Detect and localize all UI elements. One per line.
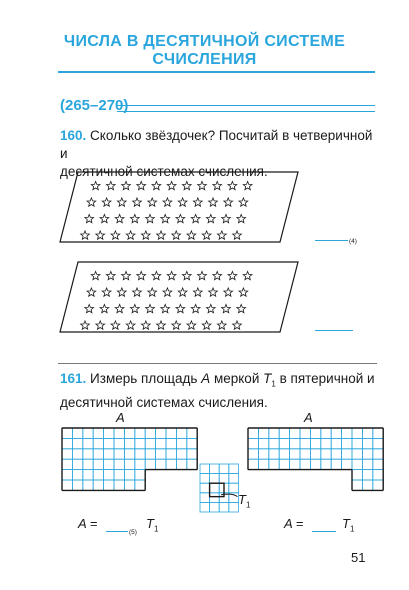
grid-cell — [342, 438, 352, 448]
star-icon — [198, 181, 207, 189]
star-icon — [217, 231, 226, 239]
star-icon — [81, 321, 90, 329]
star-icon — [146, 214, 155, 222]
star-icon — [222, 214, 231, 222]
star-icon — [122, 181, 131, 189]
grid-cell — [62, 428, 72, 438]
grid-cell — [352, 438, 362, 448]
task-161-unit: T — [263, 371, 272, 386]
grid-cell — [279, 449, 289, 459]
star-icon — [91, 271, 100, 279]
star-icon — [206, 304, 215, 312]
task-161-text — [60, 370, 380, 412]
star-icon — [106, 181, 115, 189]
grid-cell — [83, 438, 93, 448]
grid-cell — [200, 464, 210, 474]
task-divider — [58, 363, 377, 364]
figure-label-left: A — [116, 410, 125, 425]
grid-cell — [124, 428, 134, 438]
star-icon — [163, 198, 172, 206]
star-icon — [167, 271, 176, 279]
star-icon — [209, 288, 218, 296]
grid-cell — [331, 459, 341, 469]
grid-cell — [145, 459, 155, 469]
grid-cell — [258, 459, 268, 469]
grid-cell — [279, 428, 289, 438]
answer-line-right[interactable] — [312, 531, 336, 532]
grid-cell — [72, 438, 82, 448]
star-icon — [157, 321, 166, 329]
grid-cell — [290, 459, 300, 469]
grid-cell — [124, 449, 134, 459]
grid-cell — [135, 428, 145, 438]
star-icon — [191, 304, 200, 312]
task-161-line2: десятичной системах счисления. — [60, 394, 268, 410]
grid-cell — [72, 449, 82, 459]
task-161-unit-sub: 1 — [271, 379, 276, 389]
star-icon — [115, 214, 124, 222]
star-icon — [106, 271, 115, 279]
grid-cell — [352, 428, 362, 438]
star-icon — [163, 288, 172, 296]
grid-cell — [104, 449, 114, 459]
grid-cell — [104, 438, 114, 448]
star-icon — [96, 321, 105, 329]
grid-cell — [145, 428, 155, 438]
grid-cell — [145, 438, 155, 448]
star-icon — [176, 214, 185, 222]
grid-cell — [279, 438, 289, 448]
answer-line-left[interactable] — [106, 531, 128, 532]
star-icon — [182, 271, 191, 279]
star-icon — [96, 231, 105, 239]
star-icon — [85, 214, 94, 222]
star-icon — [111, 321, 120, 329]
star-icon — [239, 198, 248, 206]
star-icon — [81, 231, 90, 239]
star-icon — [228, 271, 237, 279]
grid-cell — [200, 493, 210, 503]
grid-cell — [176, 449, 186, 459]
grid-cell — [310, 428, 320, 438]
grid-cell — [362, 459, 372, 469]
star-icon — [217, 321, 226, 329]
grid-cell — [331, 428, 341, 438]
grid-cell — [321, 438, 331, 448]
grid-cell — [114, 459, 124, 469]
grid-cell — [373, 428, 383, 438]
grid-cell — [258, 438, 268, 448]
grid-cell — [156, 428, 166, 438]
star-icon — [146, 304, 155, 312]
star-icon — [233, 321, 242, 329]
grid-cell — [72, 470, 82, 480]
star-icon — [243, 181, 252, 189]
grid-cell — [135, 449, 145, 459]
star-icon — [111, 231, 120, 239]
grid-cell — [373, 470, 383, 480]
grid-cell — [83, 428, 93, 438]
star-icon — [115, 304, 124, 312]
grid-cell — [114, 470, 124, 480]
star-icon — [87, 288, 96, 296]
answer-right: A = — [284, 516, 304, 531]
star-icon — [161, 304, 170, 312]
grid-cell — [300, 459, 310, 469]
grid-cell — [229, 474, 239, 484]
grid-cell — [362, 480, 372, 490]
grid-cell — [362, 428, 372, 438]
grid-cell — [104, 459, 114, 469]
grid-cell — [290, 438, 300, 448]
star-icon — [161, 214, 170, 222]
grid-cell — [248, 459, 258, 469]
grid-cell — [104, 428, 114, 438]
grid-cell — [248, 449, 258, 459]
star-icon — [152, 271, 161, 279]
star-icon — [157, 231, 166, 239]
star-icon — [202, 321, 211, 329]
grid-cell — [373, 438, 383, 448]
grid-cell — [62, 459, 72, 469]
grid-cell — [210, 474, 220, 484]
grid-cell — [156, 459, 166, 469]
grid-cell — [321, 449, 331, 459]
star-icon — [222, 304, 231, 312]
grid-cell — [210, 464, 220, 474]
star-icon — [141, 231, 150, 239]
task-160-number: 160. — [60, 128, 87, 143]
grid-cell — [229, 464, 239, 474]
task-161-var: A — [201, 371, 211, 386]
grid-cell — [135, 470, 145, 480]
star-icon — [198, 271, 207, 279]
unit-label: $T_1$ — [238, 492, 251, 510]
grid-cell — [300, 438, 310, 448]
star-icon — [126, 321, 135, 329]
star-icon — [91, 181, 100, 189]
star-icon — [228, 181, 237, 189]
star-icon — [117, 198, 126, 206]
figure-label-right: A — [304, 410, 313, 425]
star-icon — [178, 198, 187, 206]
star-icon — [126, 231, 135, 239]
task-160-line1: Сколько звёздочек? Посчитай в четверичной и — [60, 128, 373, 161]
star-icon — [100, 304, 109, 312]
grid-cell — [310, 459, 320, 469]
grid-cell — [200, 502, 210, 512]
grid-cell — [300, 428, 310, 438]
grid-cell — [83, 449, 93, 459]
grid-cell — [166, 449, 176, 459]
area-figure-left — [62, 428, 197, 490]
star-icon — [117, 288, 126, 296]
grid-cell — [114, 428, 124, 438]
grid-cell — [258, 428, 268, 438]
star-parallelogram-top — [60, 172, 298, 242]
grid-cell — [176, 428, 186, 438]
task-160-line2: десятичной системах счисления. — [60, 164, 268, 179]
grid-cell — [258, 449, 268, 459]
star-icon — [206, 214, 215, 222]
grid-cell — [290, 449, 300, 459]
grid-cell — [62, 438, 72, 448]
grid-cell — [342, 428, 352, 438]
grid-cell — [373, 449, 383, 459]
star-icon — [193, 198, 202, 206]
grid-cell — [342, 459, 352, 469]
grid-cell — [176, 459, 186, 469]
grid-cell — [219, 464, 229, 474]
grid-cell — [187, 428, 197, 438]
star-icon — [130, 304, 139, 312]
star-icon — [233, 231, 242, 239]
grid-cell — [248, 438, 258, 448]
unit-measure-grid — [200, 464, 238, 512]
grid-cell — [93, 459, 103, 469]
star-icon — [237, 214, 246, 222]
star-icon — [87, 198, 96, 206]
star-icon — [122, 271, 131, 279]
star-icon — [187, 321, 196, 329]
grid-cell — [342, 449, 352, 459]
grid-cell — [114, 480, 124, 490]
star-icon — [172, 321, 181, 329]
star-icon — [224, 198, 233, 206]
grid-cell — [156, 449, 166, 459]
star-icon — [137, 181, 146, 189]
grid-cell — [373, 459, 383, 469]
grid-cell — [279, 459, 289, 469]
grid-cell — [93, 470, 103, 480]
grid-cell — [176, 438, 186, 448]
lesson-range: (265–270) — [60, 97, 129, 114]
grid-cell — [210, 502, 220, 512]
grid-cell — [93, 449, 103, 459]
star-icon — [152, 181, 161, 189]
grid-cell — [331, 449, 341, 459]
grid-cell — [300, 449, 310, 459]
grid-cell — [145, 449, 155, 459]
star-icon — [137, 271, 146, 279]
grid-cell — [352, 470, 362, 480]
grid-cell — [373, 480, 383, 490]
grid-cell — [114, 438, 124, 448]
star-icon — [102, 198, 111, 206]
grid-cell — [200, 483, 210, 493]
star-icon — [141, 321, 150, 329]
grid-cell — [187, 449, 197, 459]
grid-cell — [248, 428, 258, 438]
answer-right-unit: $T_1$ — [342, 516, 355, 534]
star-icon — [172, 231, 181, 239]
grid-cell — [124, 470, 134, 480]
grid-cell — [321, 459, 331, 469]
grid-cell — [166, 428, 176, 438]
star-icon — [239, 288, 248, 296]
answer-left: A = — [78, 516, 98, 531]
grid-cell — [229, 483, 239, 493]
grid-cell — [135, 459, 145, 469]
answer-line-base4[interactable] — [315, 240, 348, 241]
answer-line-base10[interactable] — [315, 330, 353, 331]
grid-cell — [187, 459, 197, 469]
grid-cell — [124, 438, 134, 448]
grid-cell — [93, 480, 103, 490]
star-icon — [213, 271, 222, 279]
grid-cell — [362, 449, 372, 459]
star-icon — [182, 181, 191, 189]
grid-cell — [72, 459, 82, 469]
grid-cell — [135, 480, 145, 490]
star-icon — [209, 198, 218, 206]
grid-cell — [62, 480, 72, 490]
grid-cell — [156, 438, 166, 448]
grid-cell — [93, 438, 103, 448]
star-icon — [213, 181, 222, 189]
grid-cell — [166, 438, 176, 448]
grid-cell — [104, 480, 114, 490]
grid-cell — [352, 459, 362, 469]
grid-cell — [93, 428, 103, 438]
star-icon — [148, 288, 157, 296]
base4-label: (4) — [349, 238, 357, 245]
star-icon — [102, 288, 111, 296]
grid-cell — [229, 502, 239, 512]
grid-cell — [104, 470, 114, 480]
grid-cell — [290, 428, 300, 438]
page-number: 51 — [351, 550, 366, 565]
answer-left-base: (5) — [129, 529, 137, 536]
grid-cell — [83, 459, 93, 469]
grid-cell — [362, 470, 372, 480]
grid-cell — [310, 438, 320, 448]
grid-cell — [352, 449, 362, 459]
grid-cell — [166, 459, 176, 469]
star-icon — [193, 288, 202, 296]
grid-cell — [219, 502, 229, 512]
star-icon — [130, 214, 139, 222]
section-title-line2: СЧИСЛЕНИЯ — [152, 51, 257, 68]
star-icon — [178, 288, 187, 296]
grid-cell — [187, 438, 197, 448]
grid-cell — [200, 474, 210, 484]
grid-cell — [210, 483, 220, 493]
section-title-line1: ЧИСЛА В ДЕСЯТИЧНОЙ СИСТЕМЕ — [63, 33, 346, 50]
star-icon — [133, 288, 142, 296]
answer-left-unit: $T_1$ — [146, 516, 159, 534]
grid-cell — [72, 480, 82, 490]
grid-cell — [83, 480, 93, 490]
grid-cell — [352, 480, 362, 490]
grid-cell — [321, 428, 331, 438]
star-icon — [187, 231, 196, 239]
star-icon — [148, 198, 157, 206]
grid-cell — [310, 449, 320, 459]
grid-cell — [124, 459, 134, 469]
grid-cell — [135, 438, 145, 448]
star-icon — [243, 271, 252, 279]
area-figure-right — [248, 428, 383, 490]
star-icon — [176, 304, 185, 312]
grid-cell — [269, 438, 279, 448]
star-icon — [167, 181, 176, 189]
task-161-number: 161. — [60, 371, 87, 386]
star-icon — [85, 304, 94, 312]
star-icon — [100, 214, 109, 222]
grid-cell — [331, 438, 341, 448]
star-icon — [202, 231, 211, 239]
grid-cell — [269, 459, 279, 469]
grid-cell — [62, 470, 72, 480]
star-icon — [133, 198, 142, 206]
grid-cell — [210, 493, 220, 503]
grid-cell — [72, 428, 82, 438]
star-icon — [237, 304, 246, 312]
grid-cell — [114, 449, 124, 459]
grid-cell — [219, 474, 229, 484]
task-161-text-b: меркой — [213, 371, 260, 386]
grid-cell — [124, 480, 134, 490]
grid-cell — [62, 449, 72, 459]
star-icon — [224, 288, 233, 296]
grid-cell — [83, 470, 93, 480]
task-161-text-c: в пятеричной и — [279, 371, 375, 386]
grid-cell — [362, 438, 372, 448]
star-icon — [191, 214, 200, 222]
task-161-text-a: Измерь площадь — [90, 371, 198, 386]
grid-cell — [269, 428, 279, 438]
star-parallelogram-bottom — [60, 262, 298, 332]
grid-cell — [269, 449, 279, 459]
